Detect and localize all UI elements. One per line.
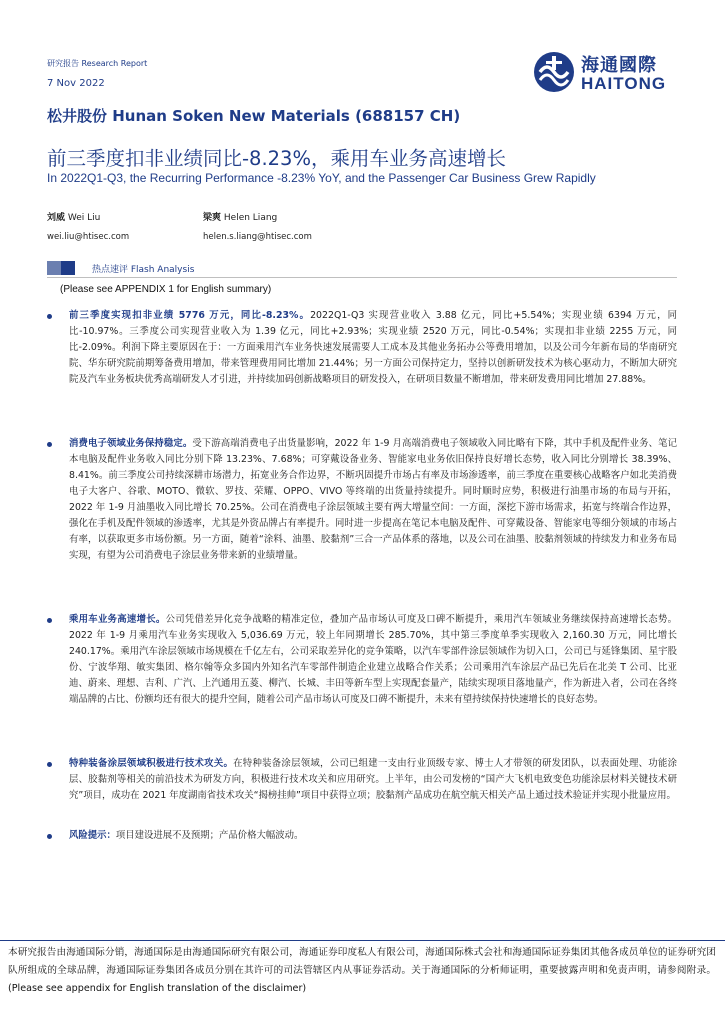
footer-disclaimer: 本研究报告由海通国际分销，海通国际是由海通国际研究有限公司，海通证券印度私人有限公司，海通国际株式会社和海通国际证券集团其他各成员单位的证券研究团队所组成的全球品牌，海通国际证券集团各成员分别在其许可的司法管辖区内从事证券活动。关于海通国际的分析师证明，重要披露声明和免责声明，请参阅附录。(Please see appendix for English translation of the disclaimer) xyxy=(8,947,716,994)
report-date: 7 Nov 2022 xyxy=(47,78,105,89)
haitong-logo xyxy=(532,50,692,94)
footer-divider xyxy=(0,940,725,941)
divider xyxy=(47,277,677,278)
headline-cn: 前三季度扣非业绩同比-8.23%，乘用车业务高速增长 xyxy=(47,147,506,170)
bullet-highlight: 前三季度实现扣非业绩 5776 万元，同比-8.23%。 xyxy=(69,310,311,321)
bullet-text: 在特种装备涂层领域，公司已组建一支由行业顶级专家、博士人才带领的研发团队，以表面处理、功能涂层、胶黏剂等相关的前沿技术为研发方向，积极进行技术攻关和应用研究。上半年，由公司发榜的“国产大飞机电致变色功能涂层材料关键技术研究”项目，成功在 2021 年度湖南省技术攻关“揭榜挂帅”项目中获得立项；胶黏剂产品成功在航空航天相关产品上通过技术验证并实现小批量应用。 xyxy=(69,758,677,801)
report-type: 研究报告 Research Report xyxy=(47,59,148,68)
bullet-dot-icon xyxy=(47,442,52,447)
bullet-highlight: 特种装备涂层领域积极进行技术攻关。 xyxy=(69,758,234,769)
analyst-name-en: Wei Liu xyxy=(67,213,101,223)
flash-marker xyxy=(47,260,77,274)
bullet-text: 2022Q1-Q3 实现营业收入 3.88 亿元，同比+5.54%；实现业绩 6394 万元，同比-10.97%。三季度公司实现营业收入为 1.39 亿元，同比+2.93%；实现业绩 2520 万元，同比-0.54%；实现扣非业绩 2255 万元，同比-2.09%。利润下降主要原因在于：一方面乘用汽车业务快速发展需要人工成本及其他业务拓办公等费用增加，以及公司今年新布局的华南研究院、华东研究院前期筹备费用增加，带来管理费用同比增加 21.44%；另一方面公司保持定力，坚持以创新研发技术为核心驱动力，不断加大研究院及汽车业务板块优秀高端研发人才引进，并持续加码创新战略项目的研发投入，在研项目数量不断增加，带来研发费用同比增加 27.88%。 xyxy=(69,310,677,385)
bullet-highlight: 乘用车业务高速增长。 xyxy=(69,614,166,625)
bullet-item xyxy=(47,756,677,804)
bullet-item xyxy=(47,828,677,844)
bullet-text: 受下游高端消费电子出货量影响，2022 年 1-9 月高端消费电子领域收入同比略有下降，其中手机及配件业务、笔记本电脑及配件业务收入同比分别下降 13.23%、7.68%；可穿戴设备业务、智能家电业务依旧保持良好增长态势，收入同比分别增长 38.39%、8.41%。前三季度公司持续深耕市场潜力，拓宽业务合作边界，不断巩固提升市场占有率及市场渗透率，前三季度在重要核心战略客户如北美消费电子大客户、谷歌、MOTO、微软、罗技、荣耀、OPPO、VIVO 等终端的出货量持续提升。同时顺时应势，积极进行油墨市场的布局与开拓，2022 年 1-9 月油墨收入同比增长 70.25%。公司在消费电子涂层领域主要有两大增量空间：一方面，深挖下游市场需求，拓宽与终端合作边界，强化在手机及配件领域的渗透率，尤其是外资品牌占有率提升。同时进一步提高在笔记本电脑及配件、可穿戴设备、智能家电等细分领域的市场占有率，以获取更多市场份额。另一方面，随着“涂料、油墨、胶黏剂”三合一产品体系的落地，以及公司在油墨、胶黏剂领域的持续发力和业务布局实现，有望为公司消费电子涂层业务带来新的业绩增量。 xyxy=(69,438,677,561)
flash-label: 热点速评 Flash Analysis xyxy=(92,265,195,275)
appendix-note: (Please see APPENDIX 1 for English summary) xyxy=(60,284,272,295)
headline-en: In 2022Q1-Q3, the Recurring Performance -8.23% YoY, and the Passenger Car Business Grew Rapidly xyxy=(47,171,596,185)
bullet-item xyxy=(47,612,677,708)
flash-marker-dark xyxy=(61,261,75,275)
logo-text-en: HAITONG xyxy=(581,74,667,93)
bullet-dot-icon xyxy=(47,618,52,623)
analyst-email[interactable]: helen.s.liang@htisec.com xyxy=(203,232,312,242)
logo-text-cn: 海通國際 xyxy=(581,55,657,76)
bullet-highlight: 风险提示： xyxy=(69,830,116,841)
company-name: 松井股份 Hunan Soken New Materials (688157 CH) xyxy=(47,107,461,125)
analyst-name xyxy=(47,210,100,223)
analyst-name-en: Helen Liang xyxy=(223,213,278,223)
bullet-dot-icon xyxy=(47,762,52,767)
bullet-dot-icon xyxy=(47,834,52,839)
analyst-name-cn: 刘威 xyxy=(47,213,66,223)
bullet-highlight: 消费电子领域业务保持稳定。 xyxy=(69,438,193,449)
bullet-text: 公司凭借差异化竞争战略的精准定位，叠加产品市场认可度及口碑不断提升，乘用汽车领域业务继续保持高速增长态势。2022 年 1-9 月乘用汽车业务实现收入 5,036.69 万元，较上年同期增长 285.70%，其中第三季度单季实现收入 2,160.30 万元，同比增长 240.17%。乘用汽车涂层领域市场规模在千亿左右，公司采取差异化的竞争策略，以汽车零部件涂层领域作为切入口，公司已与延锋集团、星宇股份、宁波华翔、敏实集团、格尔翰等众多国内外知名汽车零部件制造企业建立战略合作关系；公司乘用汽车涂层产品已先后在北美 T 公司、比亚迪、蔚来、理想、吉利、广汽、上汽通用五菱、柳汽、长城、丰田等新车型上实现配套量产，陆续实现项目落地量产，作为新进入者，公司在各终端品牌的占比、份额均还有很大的提升空间，随着公司产品市场认可度及口碑不断提升，未来有望持续保持快速增长的良好态势。 xyxy=(69,614,677,705)
haitong-logo-icon xyxy=(532,50,576,94)
bullet-item xyxy=(47,308,677,388)
bullet-text: 项目建设进展不及预期；产品价格大幅波动。 xyxy=(115,830,304,841)
analyst-email[interactable]: wei.liu@htisec.com xyxy=(47,232,130,242)
analyst-name-cn: 梁爽 xyxy=(203,213,222,223)
bullet-item xyxy=(47,436,677,564)
bullet-dot-icon xyxy=(47,314,52,319)
analyst-name xyxy=(203,210,277,223)
flash-marker-light xyxy=(47,261,61,275)
